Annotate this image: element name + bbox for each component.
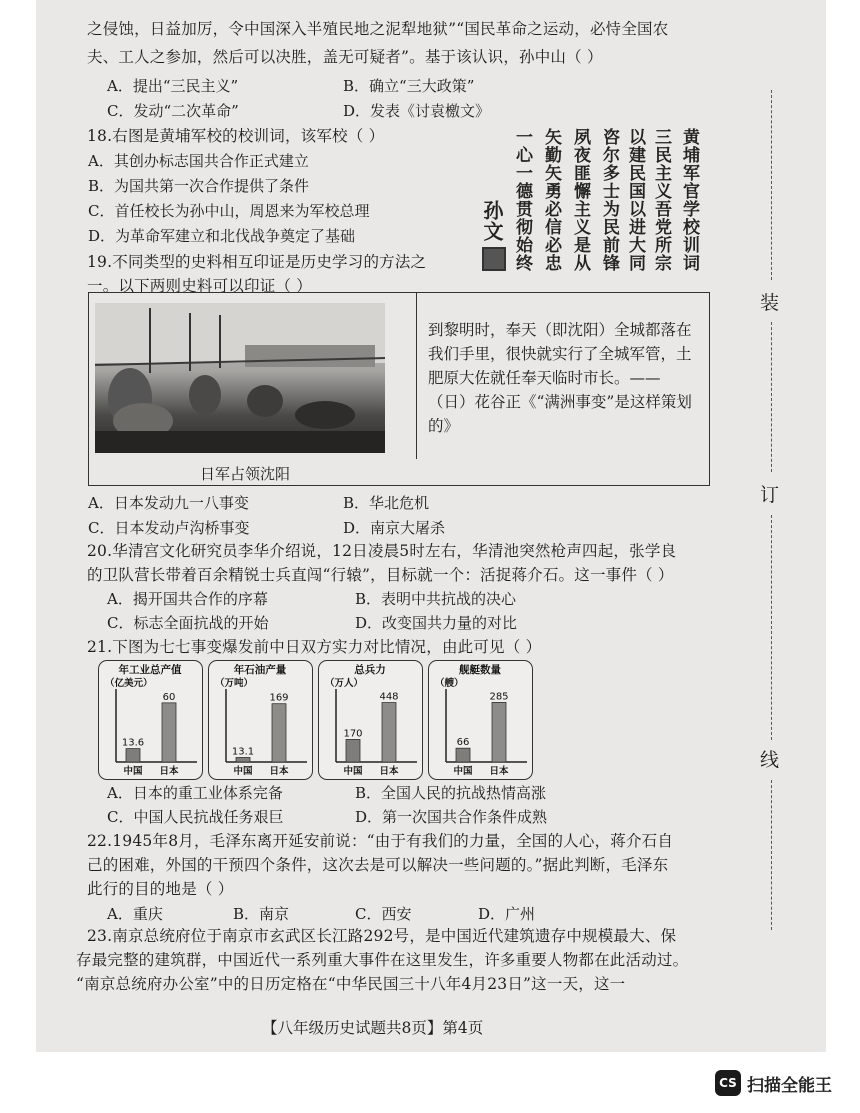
data-label: 13.6: [121, 737, 145, 749]
historical-photo: [95, 303, 385, 453]
data-label: 13.1: [231, 746, 255, 758]
chart-unit: （艘）: [435, 678, 464, 689]
q19-stem1: 19.不同类型的史料相互印证是历史学习的方法之: [87, 253, 427, 271]
q22-line1: 22.1945年8月，毛泽东离开延安前说：“由于有我们的力量，全国的人心，蒋介石自: [87, 832, 674, 850]
poster-signature: 孙文: [480, 200, 504, 242]
q22-option-c: C．西安: [355, 905, 412, 923]
binding-line-mid2: [771, 515, 772, 740]
q20-option-a: A．揭开国共合作的序幕: [107, 590, 268, 608]
category-label: 中国: [453, 766, 473, 777]
data-label: 448: [379, 691, 399, 703]
q22-option-b: B．南京: [233, 905, 290, 923]
chart-unit: （万人）: [325, 678, 364, 689]
q19-stem2: 一。以下两则史料可以印证（ ）: [87, 277, 312, 295]
data-label: 60: [162, 691, 176, 703]
q19-option-a: A．日本发动九一八事变: [88, 494, 249, 512]
chart-svg-3: [429, 661, 532, 779]
q18-stem: 18.右图是黄埔军校的校训词，该军校（ ）: [87, 127, 385, 145]
category-label: 日本: [269, 766, 289, 777]
chart-svg-0: [99, 661, 202, 779]
category-label: 中国: [233, 766, 253, 777]
q22-line3: 此行的目的地是（ ）: [87, 880, 234, 898]
bar-中国: [126, 749, 140, 762]
bar-中国: [236, 757, 250, 762]
q19-option-d: D．南京大屠杀: [343, 519, 446, 537]
poster-col-5: 矢勤矢勇必信必忠: [541, 128, 561, 272]
chart-title: 年工业总产值: [118, 664, 182, 676]
chart-title: 年石油产量: [233, 664, 287, 676]
chart-title: 总兵力: [354, 664, 386, 676]
q21-stem: 21.下图为七七事变爆发前中日双方实力对比情况，由此可见（ ）: [87, 638, 542, 656]
q21-option-c: C．中国人民抗战任务艰巨: [107, 808, 284, 826]
data-label: 66: [456, 737, 470, 749]
q17-option-b: B．确立“三大政策”: [343, 77, 475, 95]
poster-col-4: 夙夜匪懈主义是从: [570, 128, 590, 272]
q17-option-c: C．发动“二次革命”: [107, 102, 239, 120]
chart-svg-1: [209, 661, 312, 779]
scanner-watermark: [715, 1070, 832, 1096]
chart-unit: （万吨）: [215, 678, 254, 689]
camscanner-logo-icon: CS: [715, 1070, 741, 1096]
q19-option-c: C．日本发动卢沟桥事变: [88, 519, 250, 537]
q21-option-b: B．全国人民的抗战热情高涨: [355, 784, 547, 802]
q22-option-a: A．重庆: [107, 905, 163, 923]
chart-industrial-output: [98, 660, 203, 780]
source-quote: 到黎明时，奉天（即沈阳）全城都落在我们手里，很快就实行了全城军管，土肥原大佐就任奉天临时市长。——（日）花谷正《“满洲事变”是这样策划的》: [428, 321, 692, 435]
q18-option-c: C．首任校长为孙中山，周恩来为军校总理: [88, 202, 370, 220]
q22-option-d: D．广州: [478, 905, 536, 923]
q20-option-b: B．表明中共抗战的决心: [355, 590, 517, 608]
q20-option-c: C．标志全面抗战的开始: [107, 614, 269, 632]
q20-line1: 20.华清宫文化研究员李华介绍说，12日凌晨5时左右，华清池突然枪声四起，张学良: [87, 542, 677, 560]
q21-option-d: D．第一次国共合作条件成熟: [355, 808, 548, 826]
page-footer: 【八年级历史试题共8页】第4页: [262, 1019, 484, 1037]
binding-char-ding: 订: [760, 484, 780, 506]
bar-日本: [382, 703, 396, 762]
photo-caption: 日军占领沈阳: [200, 465, 291, 483]
q20-line2: 的卫队营长带着百余精锐士兵直闯“行辕”，目标就一个：活捉蒋介石。这一事件（ ）: [87, 566, 674, 584]
bar-日本: [272, 704, 286, 762]
category-label: 中国: [343, 766, 363, 777]
binding-line-bottom: [771, 780, 772, 930]
chart-warships: [428, 660, 533, 780]
poster-col-6: 一心一德贯彻始终: [512, 128, 532, 272]
poster-col-1: 三民主义吾党所宗: [651, 128, 671, 272]
category-label: 日本: [379, 766, 399, 777]
q20-option-d: D．改变国共力量的对比: [355, 614, 518, 632]
poster-col-3: 咨尔多士为民前锋: [599, 128, 619, 272]
q19-option-b: B．华北危机: [343, 494, 430, 512]
q18-option-d: D．为革命军建立和北伐战争奠定了基础: [88, 227, 356, 245]
q18-option-a: A．其创办标志国共合作正式建立: [88, 152, 309, 170]
q17-line1: 之侵蚀，日益加厉，令中国深入半殖民地之泥犁地狱”“国民革命之运动，必恃全国农: [87, 20, 669, 38]
poster-col-2: 以建民国以进大同: [625, 128, 645, 272]
q21-option-a: A．日本的重工业体系完备: [107, 784, 283, 802]
watermark-text: 扫描全能王: [747, 1075, 832, 1096]
chart-total-troops: [318, 660, 423, 780]
q17-option-d: D．发表《讨袁檄文》: [343, 102, 491, 120]
q23-line2: 存最完整的建筑群，中国近代一系列重大事件在这里发生，许多重要人物都在此活动过。: [76, 951, 689, 969]
q23-line3: “南京总统府办公室”中的日历定格在“中华民国三十八年4月23日”这一天，这一: [76, 975, 626, 993]
data-label: 170: [343, 728, 363, 740]
chart-title: 舰艇数量: [459, 664, 501, 676]
chart-oil-output: [208, 660, 313, 780]
bar-中国: [456, 748, 470, 762]
seal-stamp: [482, 247, 506, 271]
bar-中国: [346, 739, 360, 762]
category-label: 日本: [159, 766, 179, 777]
source-divider: [416, 292, 417, 459]
bar-日本: [162, 703, 176, 762]
poster-title: 黄埔军官学校训词: [679, 128, 699, 272]
data-label: 285: [489, 691, 509, 703]
q17-line2: 夫、工人之参加，然后可以决胜，盖无可疑者”。基于该认识，孙中山（ ）: [87, 48, 603, 66]
binding-line-mid1: [771, 322, 772, 472]
binding-line-top: [771, 90, 772, 280]
category-label: 中国: [123, 766, 143, 777]
category-label: 日本: [489, 766, 509, 777]
binding-char-zhuang: 装: [760, 292, 780, 314]
binding-char-xian: 线: [760, 749, 780, 771]
chart-svg-2: [319, 661, 422, 779]
chart-unit: （亿美元）: [105, 678, 153, 689]
q18-option-b: B．为国共第一次合作提供了条件: [88, 177, 310, 195]
q23-line1: 23.南京总统府位于南京市玄武区长江路292号，是中国近代建筑遗存中规模最大、保: [87, 927, 677, 945]
data-label: 169: [269, 692, 289, 704]
q22-line2: 己的困难，外国的干预四个条件，这次去是可以解决一些问题的。”据此判断，毛泽东: [87, 856, 669, 874]
q17-option-a: A．提出“三民主义”: [107, 77, 239, 95]
bar-日本: [492, 702, 506, 762]
